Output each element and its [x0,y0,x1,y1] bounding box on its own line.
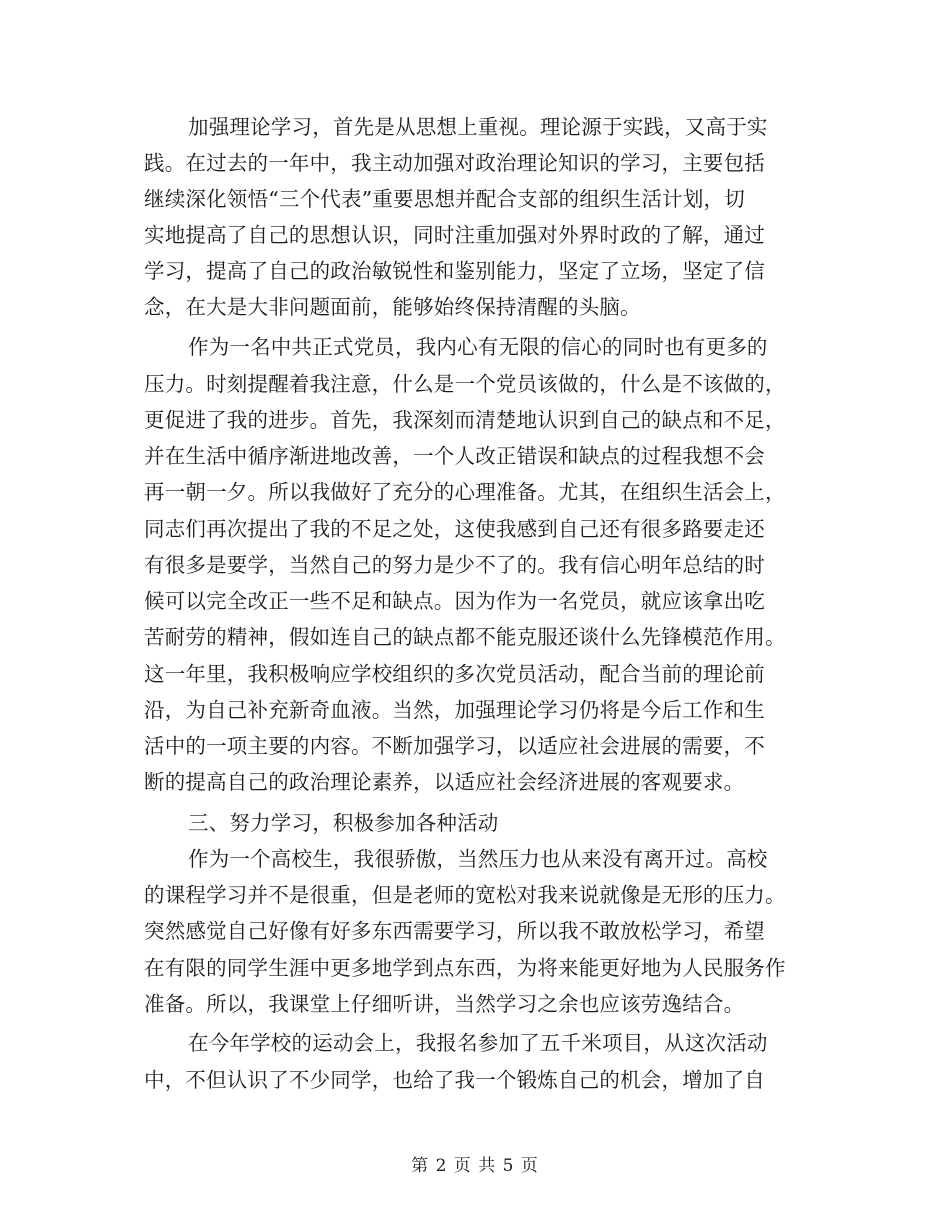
paragraph-line: 作为一个高校生，我很骄傲，当然压力也从来没有离开过。高校 [188,847,768,871]
paragraph-line: 候可以完全改正一些不足和缺点。因为作为一名党员，就应该拿出吃 [144,589,765,613]
paragraph-line: 更促进了我的进步。首先，我深刻而清楚地认识到自己的缺点和不足， [144,408,786,432]
paragraph-line: 践。在过去的一年中，我主动加强对政治理论知识的学习，主要包括 [144,151,765,175]
paragraph-line: 在有限的同学生涯中更多地学到点东西，为将来能更好地为人民服务作 [144,956,786,980]
paragraph-line: 在今年学校的运动会上，我报名参加了五千米项目，从这次活动 [188,1031,768,1055]
paragraph-line: 这一年里，我积极响应学校组织的多次党员活动，配合当前的理论前 [144,662,765,686]
paragraph-line: 中，不但认识了不少同学，也给了我一个锻炼自己的机会，增加了自 [144,1068,765,1092]
paragraph-line: 再一朝一夕。所以我做好了充分的心理准备。尤其，在组织生活会上， [144,480,786,504]
paragraph-line: 作为一名中共正式党员，我内心有无限的信心的同时也有更多的 [188,335,768,359]
paragraph-line: 准备。所以，我课堂上仔细听讲，当然学习之余也应该劳逸结合。 [144,992,745,1016]
paragraph-line: 突然感觉自己好像有好多东西需要学习，所以我不敢放松学习，希望 [144,919,765,943]
paragraph-line: 有很多是要学，当然自己的努力是少不了的。我有信心明年总结的时 [144,553,765,577]
paragraph-line: 断的提高自己的政治理论素养，以适应社会经济进展的客观要求。 [144,770,745,794]
paragraph-line: 念，在大是大非问题面前，能够始终保持清醒的头脑。 [144,295,641,319]
paragraph-line: 沿，为自己补充新奇血液。当然，加强理论学习仍将是今后工作和生 [144,698,765,722]
paragraph-line: 苦耐劳的精神，假如连自己的缺点都不能克服还谈什么先锋模范作用。 [144,625,786,649]
paragraph-line: 的课程学习并不是很重，但是老师的宽松对我来说就像是无形的压力。 [144,883,786,907]
paragraph-line: 实地提高了自己的思想认识，同时注重加强对外界时政的了解，通过 [144,223,765,247]
paragraph-line: 同志们再次提出了我的不足之处，这使我感到自己还有很多路要走还 [144,517,765,541]
section-heading: 三、努力学习，积极参加各种活动 [188,811,499,835]
paragraph-line: 并在生活中循序渐进地改善，一个人改正错误和缺点的过程我想不会 [144,444,765,468]
paragraph-line: 加强理论学习，首先是从思想上重视。理论源于实践，又高于实 [188,115,768,139]
paragraph-line: 压力。时刻提醒着我注意，什么是一个党员该做的，什么是不该做的， [144,372,786,396]
paragraph-line: 活中的一项主要的内容。不断加强学习，以适应社会进展的需要，不 [144,734,765,758]
page-number-footer: 第 2 页 共 5 页 [411,1156,539,1176]
paragraph-line: 继续深化领悟“三个代表”重要思想并配合支部的组织生活计划，切 [144,187,745,211]
paragraph-line: 学习，提高了自己的政治敏锐性和鉴别能力，坚定了立场，坚定了信 [144,259,765,283]
